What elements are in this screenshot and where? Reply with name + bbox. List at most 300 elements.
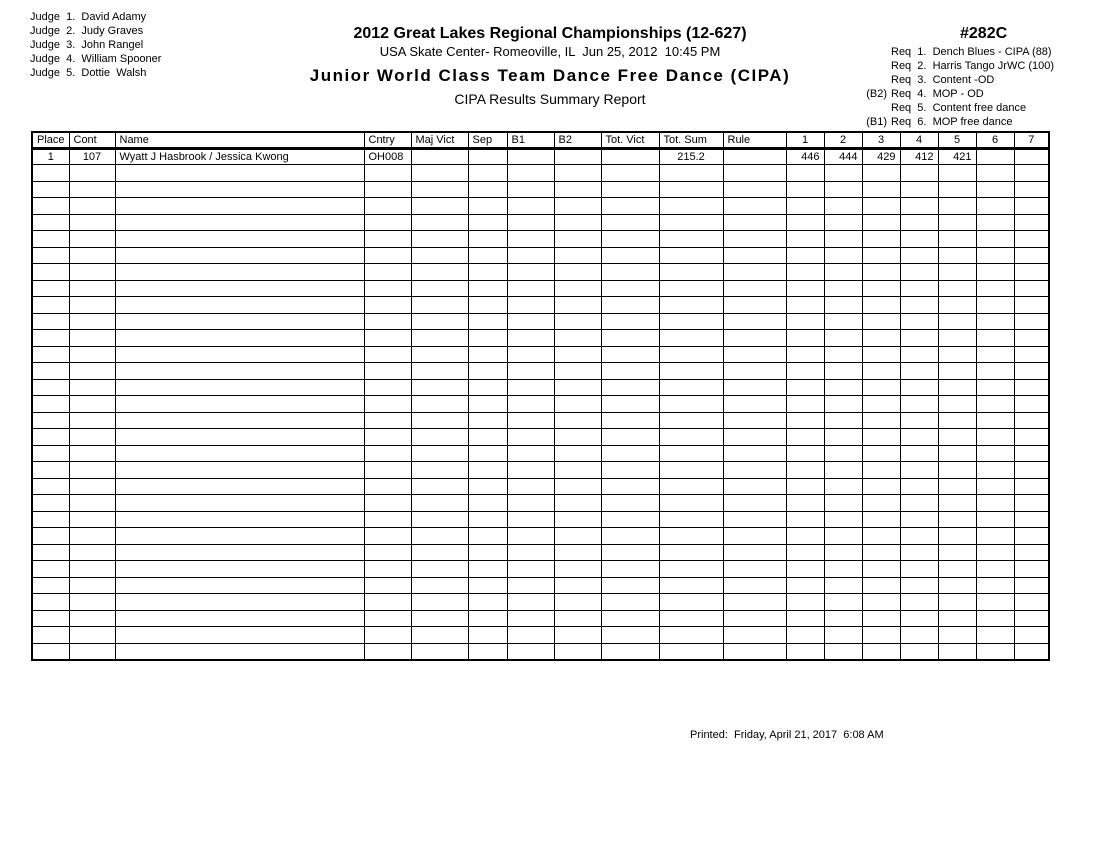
requirement-line [855, 115, 1095, 129]
table-cell [69, 198, 115, 215]
table-cell [411, 363, 468, 380]
table-cell [411, 495, 468, 512]
table-cell [659, 412, 723, 429]
table-cell [468, 231, 507, 248]
table-cell [364, 280, 411, 297]
table-cell [115, 231, 364, 248]
table-cell [659, 643, 723, 660]
table-cell [115, 363, 364, 380]
table-cell [976, 313, 1014, 330]
table-cell [601, 181, 659, 198]
table-cell [824, 379, 862, 396]
table-cell [659, 627, 723, 644]
table-cell [601, 363, 659, 380]
table-cell [938, 429, 976, 446]
table-cell [824, 264, 862, 281]
table-cell [723, 181, 786, 198]
table-cell [411, 445, 468, 462]
table-cell [411, 561, 468, 578]
table-cell [411, 198, 468, 215]
requirement-prefix [855, 45, 887, 59]
table-cell [364, 297, 411, 314]
table-cell [468, 610, 507, 627]
table-cell [900, 495, 938, 512]
table-cell [938, 478, 976, 495]
table-cell [862, 429, 900, 446]
table-cell [1014, 264, 1049, 281]
table-cell [938, 346, 976, 363]
table-cell [507, 495, 554, 512]
table-cell [364, 412, 411, 429]
table-cell [659, 495, 723, 512]
table-cell [32, 577, 69, 594]
event-title: Junior World Class Team Dance Free Dance (CIPA) [309, 66, 791, 85]
table-cell [862, 165, 900, 182]
table-cell [32, 445, 69, 462]
column-header: Sep [468, 132, 507, 148]
table-cell [900, 544, 938, 561]
table-cell [32, 544, 69, 561]
table-cell [976, 445, 1014, 462]
table-cell [900, 429, 938, 446]
table-cell [723, 544, 786, 561]
table-cell [862, 346, 900, 363]
table-cell [69, 462, 115, 479]
table-cell [862, 610, 900, 627]
table-cell [786, 478, 824, 495]
table-cell [1014, 445, 1049, 462]
table-cell [364, 528, 411, 545]
table-cell [69, 610, 115, 627]
table-cell [862, 379, 900, 396]
table-cell [862, 396, 900, 413]
table-cell [862, 231, 900, 248]
table-cell [976, 396, 1014, 413]
table-row [32, 495, 1049, 512]
table-cell [824, 577, 862, 594]
table-cell [468, 478, 507, 495]
table-cell [862, 181, 900, 198]
table-cell [411, 412, 468, 429]
table-cell [659, 214, 723, 231]
table-cell [554, 346, 601, 363]
table-cell [659, 429, 723, 446]
table-cell [507, 280, 554, 297]
column-header: B1 [507, 132, 554, 148]
table-cell [938, 264, 976, 281]
table-cell [601, 247, 659, 264]
table-cell [1014, 363, 1049, 380]
table-cell [32, 181, 69, 198]
table-cell [364, 511, 411, 528]
table-cell [723, 231, 786, 248]
table-cell [786, 511, 824, 528]
column-header: 3 [862, 132, 900, 148]
column-header: Name [115, 132, 364, 148]
table-cell [659, 181, 723, 198]
table-cell [786, 330, 824, 347]
table-cell [900, 231, 938, 248]
table-cell [786, 495, 824, 512]
table-cell [862, 577, 900, 594]
column-header: Rule [723, 132, 786, 148]
table-cell [723, 445, 786, 462]
table-cell [554, 478, 601, 495]
table-cell [659, 544, 723, 561]
table-cell [69, 280, 115, 297]
table-cell [601, 148, 659, 165]
requirement-text: Req 5. Content free dance [891, 102, 1027, 114]
table-cell [507, 148, 554, 165]
table-cell [659, 511, 723, 528]
table-cell [786, 594, 824, 611]
table-cell [900, 280, 938, 297]
table-cell [507, 297, 554, 314]
table-cell [554, 643, 601, 660]
table-cell [411, 478, 468, 495]
table-cell [723, 165, 786, 182]
table-cell [976, 511, 1014, 528]
table-cell [786, 561, 824, 578]
table-cell [723, 280, 786, 297]
table-cell [723, 346, 786, 363]
table-cell [364, 396, 411, 413]
table-cell: Wyatt J Hasbrook / Jessica Kwong [115, 148, 364, 165]
table-cell [786, 231, 824, 248]
table-cell [824, 330, 862, 347]
table-cell [32, 165, 69, 182]
table-cell [364, 643, 411, 660]
table-cell [938, 495, 976, 512]
table-cell [824, 544, 862, 561]
table-cell [69, 643, 115, 660]
requirement-text: Req 4. MOP - OD [891, 88, 984, 100]
table-cell [115, 528, 364, 545]
table-cell [900, 627, 938, 644]
table-cell [900, 412, 938, 429]
table-cell [938, 396, 976, 413]
table-cell [32, 561, 69, 578]
table-cell [32, 594, 69, 611]
table-cell [554, 231, 601, 248]
table-cell [976, 495, 1014, 512]
table-cell [507, 363, 554, 380]
table-cell [938, 330, 976, 347]
table-row [32, 511, 1049, 528]
column-header: Place [32, 132, 69, 148]
table-cell [976, 544, 1014, 561]
table-cell [601, 610, 659, 627]
table-cell [32, 396, 69, 413]
table-cell [364, 594, 411, 611]
table-cell [468, 511, 507, 528]
table-cell [862, 478, 900, 495]
table-cell [824, 165, 862, 182]
requirement-prefix [855, 59, 887, 73]
table-cell [411, 396, 468, 413]
table-cell [468, 495, 507, 512]
column-header: 7 [1014, 132, 1049, 148]
table-cell [115, 478, 364, 495]
column-header: B2 [554, 132, 601, 148]
table-cell [115, 247, 364, 264]
table-cell [824, 412, 862, 429]
table-cell [824, 396, 862, 413]
table-cell [976, 363, 1014, 380]
table-cell [507, 429, 554, 446]
table-cell [786, 297, 824, 314]
table-cell [554, 396, 601, 413]
table-cell [69, 495, 115, 512]
table-cell [364, 627, 411, 644]
table-cell: 215.2 [659, 148, 723, 165]
table-cell [69, 528, 115, 545]
table-cell [938, 280, 976, 297]
venue-date-line: USA Skate Center- Romeoville, IL Jun 25, 2012 10:45 PM [379, 44, 721, 59]
table-cell [69, 511, 115, 528]
table-cell [862, 412, 900, 429]
table-cell [411, 643, 468, 660]
table-cell [411, 330, 468, 347]
table-cell [938, 214, 976, 231]
table-cell [468, 198, 507, 215]
table-cell [1014, 297, 1049, 314]
table-row [32, 330, 1049, 347]
table-cell [862, 561, 900, 578]
requirement-line [855, 59, 1095, 73]
column-header: Tot. Sum [659, 132, 723, 148]
table-cell [862, 511, 900, 528]
table-cell [659, 561, 723, 578]
table-cell [115, 643, 364, 660]
table-cell [601, 412, 659, 429]
table-cell [554, 313, 601, 330]
table-cell [659, 330, 723, 347]
table-cell [938, 231, 976, 248]
table-cell [786, 396, 824, 413]
table-cell [659, 528, 723, 545]
table-row [32, 429, 1049, 446]
table-cell [938, 412, 976, 429]
table-cell [1014, 594, 1049, 611]
table-cell [976, 264, 1014, 281]
table-cell [659, 462, 723, 479]
table-cell [900, 330, 938, 347]
table-cell [468, 247, 507, 264]
table-cell [554, 330, 601, 347]
table-cell [115, 396, 364, 413]
table-cell [1014, 528, 1049, 545]
table-cell [115, 462, 364, 479]
table-cell [411, 181, 468, 198]
table-cell [554, 379, 601, 396]
table-cell [411, 214, 468, 231]
table-row [32, 412, 1049, 429]
table-cell [976, 462, 1014, 479]
table-cell [32, 643, 69, 660]
table-cell [69, 577, 115, 594]
table-cell [824, 594, 862, 611]
table-cell [468, 412, 507, 429]
table-cell [659, 363, 723, 380]
table-cell [786, 181, 824, 198]
table-cell [69, 247, 115, 264]
table-cell [976, 148, 1014, 165]
table-cell [411, 297, 468, 314]
judge-line: Judge 5. Dottie Walsh [30, 67, 147, 79]
table-cell [468, 379, 507, 396]
table-cell [601, 577, 659, 594]
table-row [32, 181, 1049, 198]
table-cell [824, 247, 862, 264]
table-cell [976, 165, 1014, 182]
table-cell [824, 495, 862, 512]
table-cell [364, 610, 411, 627]
table-cell [69, 181, 115, 198]
table-cell [1014, 330, 1049, 347]
table-cell [601, 280, 659, 297]
table-cell [900, 247, 938, 264]
table-cell [32, 313, 69, 330]
printed-timestamp: Printed: Friday, April 21, 2017 6:08 AM [690, 729, 884, 741]
table-cell [976, 594, 1014, 611]
table-cell [1014, 346, 1049, 363]
table-cell [468, 181, 507, 198]
table-cell [69, 544, 115, 561]
table-cell [411, 313, 468, 330]
table-cell [364, 247, 411, 264]
table-cell [468, 462, 507, 479]
table-row [32, 462, 1049, 479]
table-cell [659, 610, 723, 627]
table-cell: 107 [69, 148, 115, 165]
table-cell [786, 280, 824, 297]
table-cell [115, 379, 364, 396]
table-cell [554, 297, 601, 314]
table-cell [824, 429, 862, 446]
table-cell [824, 280, 862, 297]
table-cell [1014, 231, 1049, 248]
column-header: Maj Vict [411, 132, 468, 148]
table-cell [69, 445, 115, 462]
table-cell [862, 313, 900, 330]
table-cell [786, 247, 824, 264]
table-cell [115, 627, 364, 644]
table-cell: 429 [862, 148, 900, 165]
table-cell [1014, 280, 1049, 297]
requirement-prefix [855, 101, 887, 115]
table-cell [900, 462, 938, 479]
table-cell [468, 346, 507, 363]
table-cell [786, 627, 824, 644]
table-row [32, 445, 1049, 462]
table-cell [554, 148, 601, 165]
table-cell [1014, 429, 1049, 446]
table-cell [601, 445, 659, 462]
table-cell [976, 297, 1014, 314]
requirement-text: Req 6. MOP free dance [891, 116, 1013, 128]
table-cell [1014, 610, 1049, 627]
table-cell [938, 561, 976, 578]
table-row [32, 148, 1049, 165]
table-cell [1014, 511, 1049, 528]
table-cell [786, 346, 824, 363]
table-cell [468, 561, 507, 578]
table-cell [786, 379, 824, 396]
table-cell [862, 445, 900, 462]
table-cell [659, 445, 723, 462]
table-cell [115, 544, 364, 561]
table-cell [115, 214, 364, 231]
table-cell [411, 264, 468, 281]
table-cell [862, 280, 900, 297]
requirement-prefix: (B2) [866, 88, 887, 100]
table-cell [723, 643, 786, 660]
table-cell [554, 198, 601, 215]
table-cell [601, 429, 659, 446]
table-cell [69, 346, 115, 363]
table-cell [659, 264, 723, 281]
table-cell [824, 610, 862, 627]
table-cell [69, 297, 115, 314]
table-cell [723, 577, 786, 594]
table-cell [1014, 544, 1049, 561]
table-cell [468, 330, 507, 347]
table-cell [723, 610, 786, 627]
table-cell [601, 594, 659, 611]
table-cell [900, 610, 938, 627]
table-cell [900, 561, 938, 578]
column-header: Cont [69, 132, 115, 148]
table-cell [115, 445, 364, 462]
table-cell [32, 627, 69, 644]
table-cell [507, 561, 554, 578]
table-cell [824, 346, 862, 363]
table-cell [468, 165, 507, 182]
table-cell [364, 577, 411, 594]
table-cell [862, 627, 900, 644]
table-cell [601, 231, 659, 248]
table-cell [723, 264, 786, 281]
table-cell [900, 297, 938, 314]
table-cell [723, 627, 786, 644]
table-cell [723, 594, 786, 611]
table-cell [723, 313, 786, 330]
table-cell [976, 412, 1014, 429]
table-cell [364, 264, 411, 281]
table-cell [976, 429, 1014, 446]
table-cell [786, 363, 824, 380]
table-cell [900, 577, 938, 594]
table-cell [115, 495, 364, 512]
table-cell [507, 214, 554, 231]
table-cell [938, 544, 976, 561]
table-cell [723, 198, 786, 215]
table-cell [32, 511, 69, 528]
table-cell [507, 627, 554, 644]
table-cell [411, 528, 468, 545]
table-cell [507, 528, 554, 545]
table-cell [659, 379, 723, 396]
table-cell [554, 462, 601, 479]
table-cell [411, 511, 468, 528]
table-cell [900, 594, 938, 611]
table-cell [900, 511, 938, 528]
table-cell [32, 462, 69, 479]
table-row [32, 643, 1049, 660]
table-cell [723, 247, 786, 264]
table-cell [411, 462, 468, 479]
